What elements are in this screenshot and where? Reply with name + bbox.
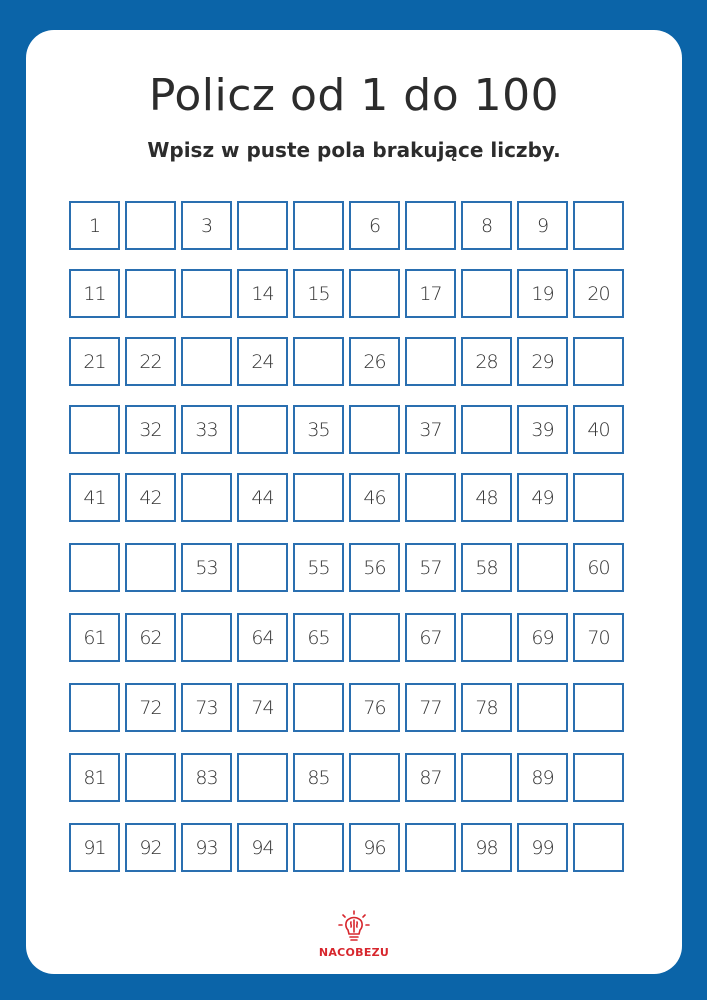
number-cell[interactable] [461,405,512,454]
number-cell[interactable]: 70 [573,613,624,662]
number-cell[interactable]: 22 [125,337,176,386]
number-cell[interactable]: 42 [125,473,176,522]
number-cell[interactable]: 11 [69,269,120,318]
number-cell[interactable] [181,473,232,522]
number-cell[interactable]: 41 [69,473,120,522]
number-cell[interactable]: 19 [517,269,568,318]
number-cell[interactable] [181,337,232,386]
grid-row [69,683,643,732]
number-cell[interactable]: 48 [461,473,512,522]
grid-row [69,269,643,318]
number-cell[interactable] [293,201,344,250]
grid-row [69,613,643,662]
grid-row [69,337,643,386]
number-cell[interactable] [405,823,456,872]
grid-row [69,543,643,592]
number-cell[interactable]: 69 [517,613,568,662]
number-cell[interactable]: 32 [125,405,176,454]
number-cell[interactable] [293,823,344,872]
number-cell[interactable] [69,405,120,454]
number-cell[interactable]: 76 [349,683,400,732]
number-cell[interactable]: 49 [517,473,568,522]
number-cell[interactable]: 40 [573,405,624,454]
number-cell[interactable]: 6 [349,201,400,250]
number-cell[interactable]: 15 [293,269,344,318]
number-cell[interactable]: 92 [125,823,176,872]
number-cell[interactable]: 62 [125,613,176,662]
number-cell[interactable] [69,543,120,592]
number-cell[interactable] [349,405,400,454]
number-cell[interactable]: 65 [293,613,344,662]
number-cell[interactable]: 17 [405,269,456,318]
number-cell[interactable]: 44 [237,473,288,522]
number-cell[interactable]: 96 [349,823,400,872]
number-cell[interactable]: 24 [237,337,288,386]
number-cell[interactable]: 87 [405,753,456,802]
number-cell[interactable]: 94 [237,823,288,872]
number-cell[interactable]: 56 [349,543,400,592]
number-cell[interactable]: 85 [293,753,344,802]
number-cell[interactable] [573,823,624,872]
number-cell[interactable] [349,613,400,662]
number-cell[interactable]: 33 [181,405,232,454]
number-cell[interactable]: 3 [181,201,232,250]
number-cell[interactable] [237,543,288,592]
number-cell[interactable]: 81 [69,753,120,802]
logo [26,910,682,959]
number-cell[interactable] [181,613,232,662]
number-cell[interactable] [461,269,512,318]
number-cell[interactable]: 74 [237,683,288,732]
number-cell[interactable]: 29 [517,337,568,386]
number-grid [69,201,643,891]
number-cell[interactable]: 57 [405,543,456,592]
number-cell[interactable] [237,201,288,250]
grid-row [69,753,643,802]
number-cell[interactable]: 78 [461,683,512,732]
number-cell[interactable] [573,337,624,386]
number-cell[interactable]: 89 [517,753,568,802]
number-cell[interactable] [573,683,624,732]
number-cell[interactable] [69,683,120,732]
number-cell[interactable] [461,753,512,802]
grid-row [69,823,643,872]
number-cell[interactable]: 99 [517,823,568,872]
number-cell[interactable] [349,269,400,318]
number-cell[interactable] [293,683,344,732]
number-cell[interactable]: 64 [237,613,288,662]
page-title: Policz od 1 do 100 [148,70,560,121]
number-cell[interactable]: 46 [349,473,400,522]
number-cell[interactable]: 26 [349,337,400,386]
page-subtitle: Wpisz w puste pola brakujące liczby. [147,138,561,162]
number-cell[interactable] [517,543,568,592]
number-cell[interactable] [293,473,344,522]
number-cell[interactable]: 8 [461,201,512,250]
number-cell[interactable]: 72 [125,683,176,732]
number-cell[interactable] [517,683,568,732]
grid-row [69,405,643,454]
worksheet-sheet [26,30,682,974]
number-cell[interactable]: 14 [237,269,288,318]
number-cell[interactable] [237,753,288,802]
lightbulb-brain-icon [337,910,371,944]
grid-row [69,201,643,250]
number-cell[interactable] [125,543,176,592]
number-cell[interactable]: 93 [181,823,232,872]
number-cell[interactable]: 91 [69,823,120,872]
number-cell[interactable]: 58 [461,543,512,592]
number-cell[interactable]: 83 [181,753,232,802]
number-cell[interactable]: 53 [181,543,232,592]
number-cell[interactable]: 55 [293,543,344,592]
number-cell[interactable]: 35 [293,405,344,454]
number-cell[interactable]: 21 [69,337,120,386]
number-cell[interactable] [181,269,232,318]
number-cell[interactable] [237,405,288,454]
logo-text: NACOBEZU [318,946,390,959]
number-cell[interactable]: 60 [573,543,624,592]
number-cell[interactable] [125,201,176,250]
number-cell[interactable]: 20 [573,269,624,318]
number-cell[interactable] [125,269,176,318]
number-cell[interactable]: 9 [517,201,568,250]
number-cell[interactable] [405,337,456,386]
number-cell[interactable] [573,473,624,522]
number-cell[interactable]: 37 [405,405,456,454]
number-cell[interactable]: 73 [181,683,232,732]
grid-row [69,473,643,522]
number-cell[interactable]: 1 [69,201,120,250]
number-cell[interactable]: 61 [69,613,120,662]
number-cell[interactable]: 67 [405,613,456,662]
number-cell[interactable]: 28 [461,337,512,386]
number-cell[interactable]: 39 [517,405,568,454]
number-cell[interactable] [293,337,344,386]
number-cell[interactable] [405,201,456,250]
number-cell[interactable]: 98 [461,823,512,872]
number-cell[interactable]: 77 [405,683,456,732]
number-cell[interactable] [573,753,624,802]
number-cell[interactable] [573,201,624,250]
number-cell[interactable] [125,753,176,802]
number-cell[interactable] [349,753,400,802]
number-cell[interactable] [461,613,512,662]
number-cell[interactable] [405,473,456,522]
